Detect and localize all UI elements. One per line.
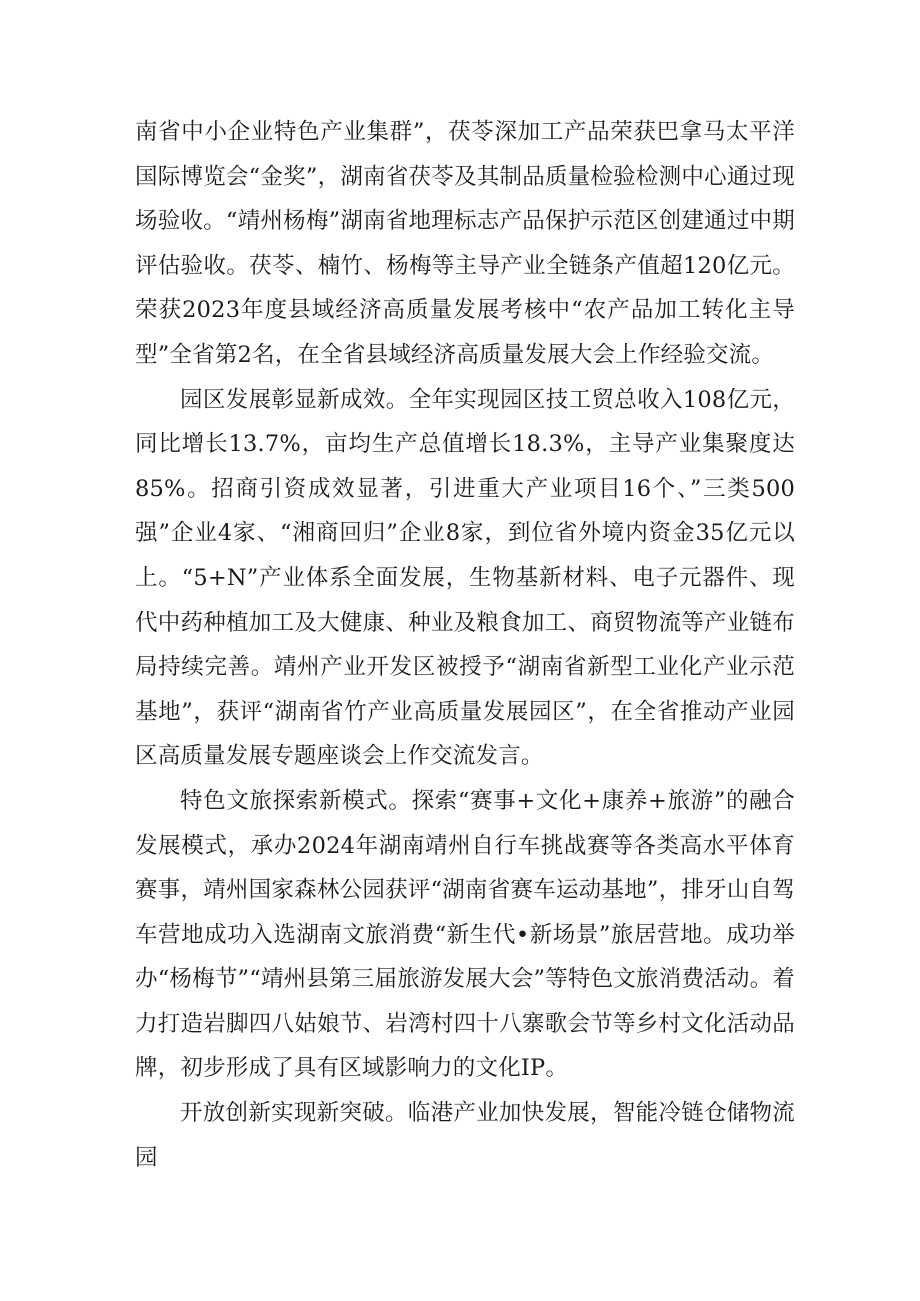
- paragraph-continuation: 南省中小企业特色产业集群”，茯苓深加工产品荣获巴拿马太平洋国际博览会“金奖”，湖南省茯苓及其制品质量检验检测中心通过现场验收。“靖州杨梅”湖南省地理标志产品保护示范区创建通过中期评估验收。茯苓、楠竹、杨梅等主导产业全链条产值超120亿元。荣获2023年度县域经济高质量发展考核中“农产品加工转化主导型”全省第2名，在全省县域经济高质量发展大会上作经验交流。: [135, 119, 795, 368]
- paragraph-open-innovation: 开放创新实现新突破。临港产业加快发展，智能冷链仓储物流园: [135, 1100, 795, 1171]
- document-body: [135, 110, 795, 1180]
- paragraph-cultural-tourism: 特色文旅探索新模式。探索“赛事+文化+康养+旅游”的融合发展模式，承办2024年湖南靖州自行车挑战赛等各类高水平体育赛事，靖州国家森林公园获评“湖南省赛车运动基地”，排牙山自驾车营地成功入选湖南文旅消费“新生代•新场景”旅居营地。成功举办“杨梅节”“靖州县第三届旅游发展大会”等特色文旅消费活动。着力打造岩脚四八姑娘节、岩湾村四十八寨歌会节等乡村文化活动品牌，初步形成了具有区域影响力的文化IP。: [135, 787, 795, 1082]
- paragraph-park-development: 园区发展彰显新成效。全年实现园区技工贸总收入108亿元，同比增长13.7%，亩均生产总值增长18.3%，主导产业集聚度达85%。招商引资成效显著，引进重大产业项目16个、”三类500强”企业4家、“湘商回归”企业8家，到位省外境内资金35亿元以上。“5+N”产业体系全面发展，生物基新材料、电子元器件、现代中药种植加工及大健康、种业及粮食加工、商贸物流等产业链布局持续完善。靖州产业开发区被授予“湖南省新型工业化产业示范基地”，获评“湖南省竹产业高质量发展园区”，在全省推动产业园区高质量发展专题座谈会上作交流发言。: [135, 386, 795, 770]
